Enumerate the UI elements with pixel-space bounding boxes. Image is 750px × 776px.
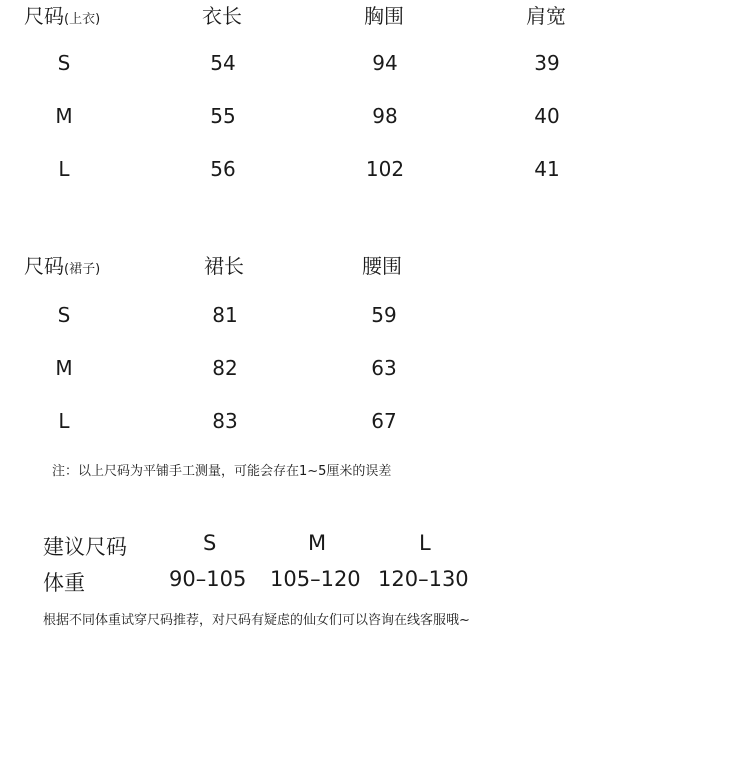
- table-cell: 54: [210, 51, 236, 75]
- weight-label: 体重: [43, 571, 85, 595]
- recommend-label: 建议尺码: [43, 535, 127, 559]
- skirt-header-size: 尺码(裙子): [24, 254, 101, 278]
- table-cell: 40: [534, 104, 560, 128]
- skirt-header-length: 裙长: [204, 254, 244, 278]
- table-cell: 39: [534, 51, 560, 75]
- weight-range-s: 90–105: [169, 567, 247, 591]
- table-cell: L: [58, 409, 70, 433]
- recommend-size-m: M: [308, 531, 327, 555]
- table-cell: 102: [365, 157, 405, 181]
- recommend-size-l: L: [419, 531, 431, 555]
- top-header-shoulder: 肩宽: [526, 4, 566, 28]
- table-cell: 67: [371, 409, 397, 433]
- table-cell: 98: [372, 104, 398, 128]
- table-cell: 41: [534, 157, 560, 181]
- top-header-length: 衣长: [202, 4, 242, 28]
- table-cell: 82: [212, 356, 238, 380]
- table-cell: 81: [212, 303, 238, 327]
- table-cell: L: [58, 157, 70, 181]
- table-cell: S: [57, 303, 71, 327]
- table-cell: 56: [210, 157, 236, 181]
- table-cell: 55: [210, 104, 236, 128]
- footer-note: 根据不同体重试穿尺码推荐，对尺码有疑虑的仙女们可以咨询在线客服哦~: [43, 613, 470, 628]
- table-cell: 94: [372, 51, 398, 75]
- skirt-header-waist: 腰围: [362, 254, 402, 278]
- top-header-chest: 胸围: [364, 4, 404, 28]
- measurement-note: 注：以上尺码为平铺手工测量，可能会存在1~5厘米的误差: [52, 464, 392, 479]
- top-header-size: 尺码(上衣): [24, 4, 101, 28]
- table-cell: 63: [371, 356, 397, 380]
- table-cell: M: [55, 104, 73, 128]
- table-cell: M: [55, 356, 73, 380]
- table-cell: S: [57, 51, 71, 75]
- weight-range-m: 105–120: [270, 567, 361, 591]
- recommend-size-s: S: [203, 531, 217, 555]
- weight-range-l: 120–130: [378, 567, 469, 591]
- table-cell: 59: [371, 303, 397, 327]
- table-cell: 83: [212, 409, 238, 433]
